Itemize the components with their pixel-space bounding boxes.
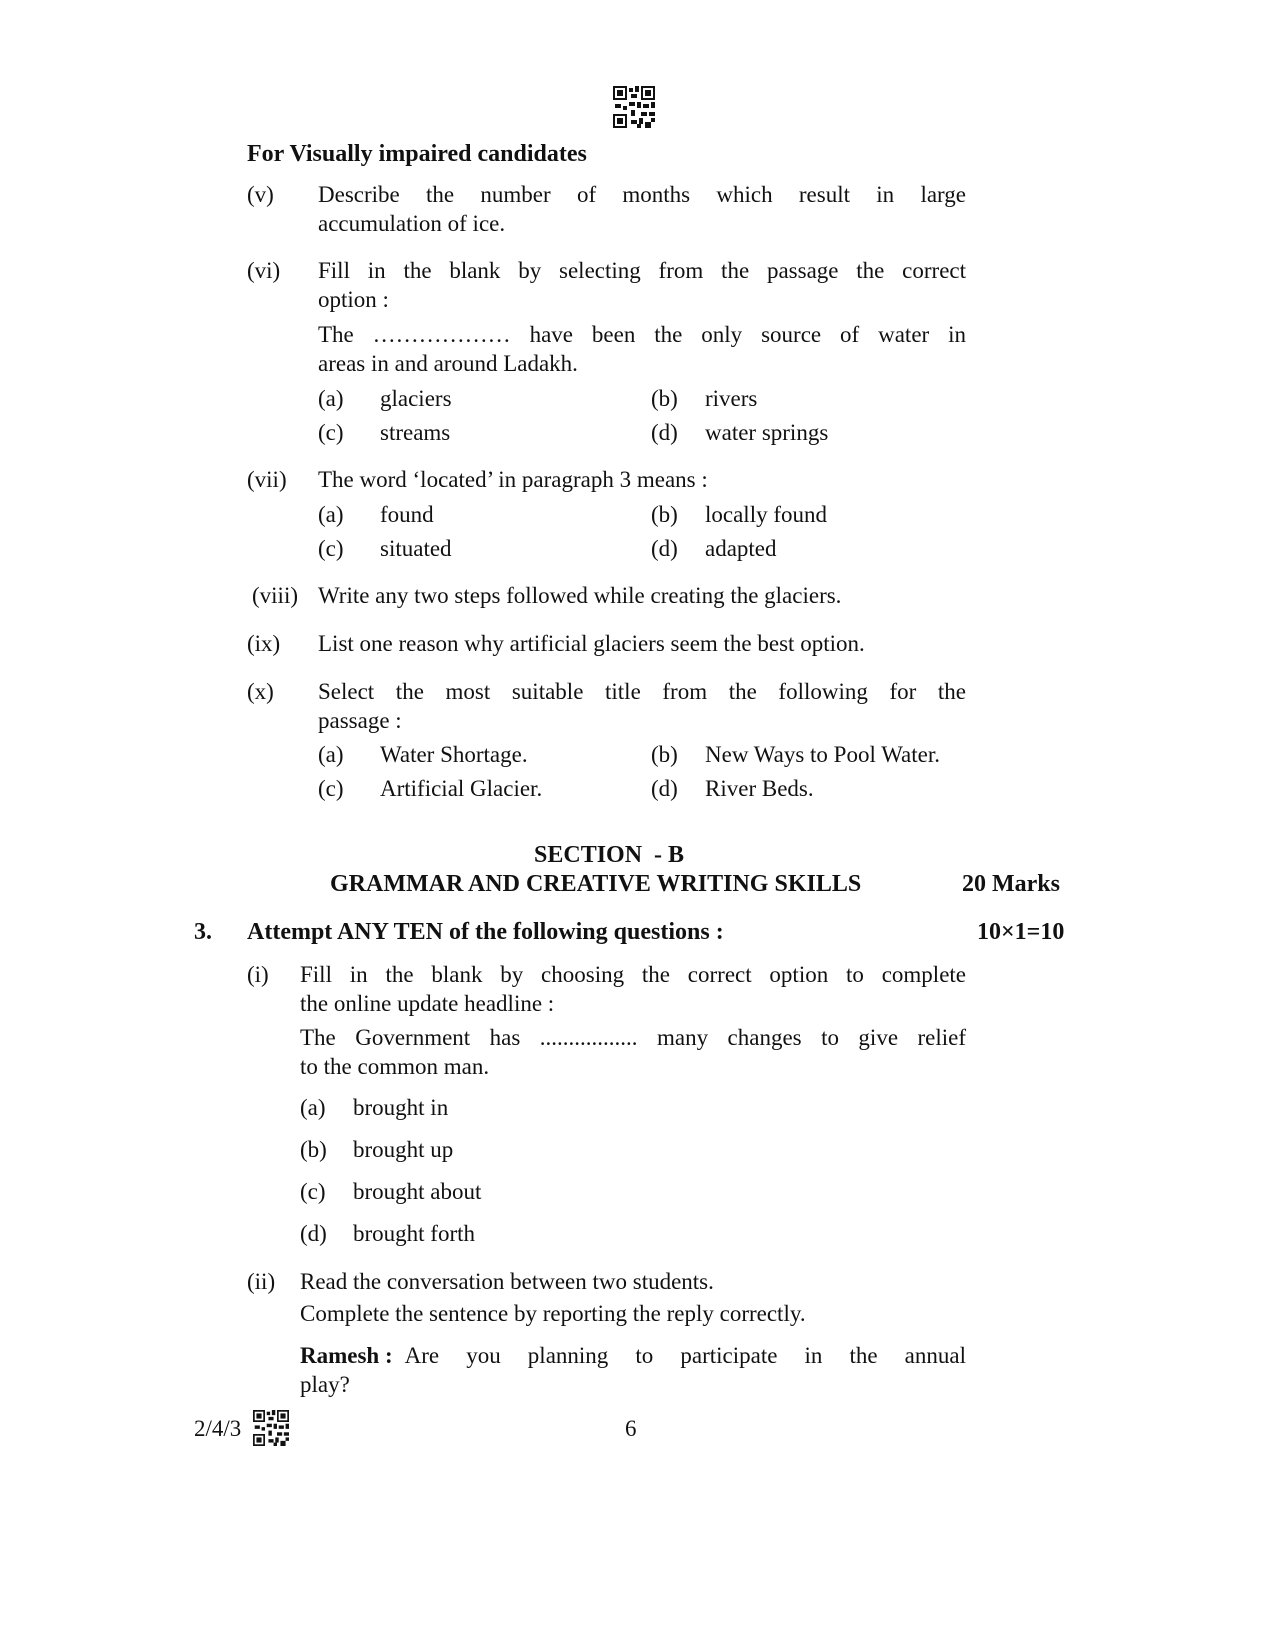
q-vi-option-a-text: glaciers (380, 386, 452, 411)
vi-heading: For Visually impaired candidates (247, 141, 587, 167)
q-vii-number: (vii) (247, 467, 287, 492)
q3-ii-text-line1: Read the conversation between two students. (300, 1269, 714, 1294)
q-ix-text: List one reason why artificial glaciers seem the best option. (318, 631, 865, 656)
q3-i-option-b-text: brought up (353, 1137, 454, 1162)
q3-i-option-a-text: brought in (353, 1095, 449, 1120)
q3-i-option-d-label: (d) (300, 1221, 327, 1246)
q-x-option-c-text: Artificial Glacier. (380, 776, 543, 801)
section-b-subtitle: GRAMMAR AND CREATIVE WRITING SKILLS (330, 871, 862, 897)
q-vii-option-d-label: (d) (651, 536, 678, 561)
q-vii-option-a-text: found (380, 502, 434, 527)
q-vi-option-d-text: water springs (705, 420, 829, 445)
q-vi-text-line2: option : (318, 287, 389, 312)
q-vi-option-b-label: (b) (651, 386, 678, 411)
q-x-option-b-text: New Ways to Pool Water. (705, 742, 941, 767)
q-vi-text-line4: areas in and around Ladakh. (318, 351, 578, 376)
q-vii-option-b-text: locally found (705, 502, 827, 527)
q-v-text-line1: Describe the number of months which result in large (318, 182, 966, 207)
q3-i-option-b-label: (b) (300, 1137, 327, 1162)
qr-code-icon (253, 1410, 289, 1446)
q-vi-option-d-label: (d) (651, 420, 678, 445)
q3-i-text-line1: Fill in the blank by choosing the correct option to complete (300, 962, 966, 987)
q-x-text-line1: Select the most suitable title from the following for the (318, 679, 966, 704)
q-x-option-d-label: (d) (651, 776, 678, 801)
q-x-text-line2: passage : (318, 708, 402, 733)
paper-code: 2/4/3 (194, 1416, 242, 1441)
q-x-number: (x) (247, 679, 274, 704)
q-vi-text-line3: The ……………… have been the only source of water in (318, 322, 966, 347)
q-vii-text: The word ‘located’ in paragraph 3 means : (318, 467, 708, 492)
q-x-option-a-label: (a) (318, 742, 344, 767)
q3-i-option-d-text: brought forth (353, 1221, 476, 1246)
speech-line2: play? (300, 1372, 350, 1397)
q3-i-text-line4: to the common man. (300, 1054, 490, 1079)
q-vii-option-a-label: (a) (318, 502, 344, 527)
q3-ii-dialogue-line1 (300, 1341, 966, 1370)
q-viii-number: (viii) (252, 583, 298, 608)
q-vii-option-c-text: situated (380, 536, 452, 561)
q3-i-option-c-label: (c) (300, 1179, 326, 1204)
q-vii-option-b-label: (b) (651, 502, 678, 527)
q-x-option-d-text: River Beds. (705, 776, 814, 801)
q3-ii-number: (ii) (247, 1269, 276, 1294)
q3-number: 3. (194, 919, 212, 945)
q3-i-text-line2: the online update headline : (300, 991, 555, 1016)
page-number: 6 (625, 1416, 637, 1441)
q-vi-text-line1: Fill in the blank by selecting from the passage the correct (318, 258, 966, 283)
section-b-title: SECTION - B (534, 842, 685, 868)
q3-i-number: (i) (247, 962, 269, 987)
q-vii-option-c-label: (c) (318, 536, 344, 561)
q-x-option-a-text: Water Shortage. (380, 742, 528, 767)
q3-marks: 10×1=10 (977, 919, 1065, 945)
speaker-name: Ramesh : (300, 1343, 393, 1368)
q3-ii-text-line2: Complete the sentence by reporting the reply correctly. (300, 1301, 806, 1326)
qr-code-icon (613, 86, 655, 128)
q-vi-option-c-text: streams (380, 420, 451, 445)
q-vi-option-a-label: (a) (318, 386, 344, 411)
q-viii-text: Write any two steps followed while creating the glaciers. (318, 583, 842, 608)
q-vi-option-b-text: rivers (705, 386, 758, 411)
q-vi-number: (vi) (247, 258, 281, 283)
q-x-option-b-label: (b) (651, 742, 678, 767)
q-vi-option-c-label: (c) (318, 420, 344, 445)
speech-line1: Are you planning to participate in the annual (404, 1343, 966, 1368)
q-x-option-c-label: (c) (318, 776, 344, 801)
q3-instruction: Attempt ANY TEN of the following questions : (247, 919, 724, 945)
q3-i-option-a-label: (a) (300, 1095, 326, 1120)
q-vii-option-d-text: adapted (705, 536, 777, 561)
q3-i-text-line3: The Government has ................. many changes to give relief (300, 1025, 966, 1050)
q-v-text-line2: accumulation of ice. (318, 211, 506, 236)
section-b-marks: 20 Marks (962, 871, 1060, 897)
q-v-number: (v) (247, 182, 274, 207)
q3-i-option-c-text: brought about (353, 1179, 482, 1204)
q-ix-number: (ix) (247, 631, 281, 656)
